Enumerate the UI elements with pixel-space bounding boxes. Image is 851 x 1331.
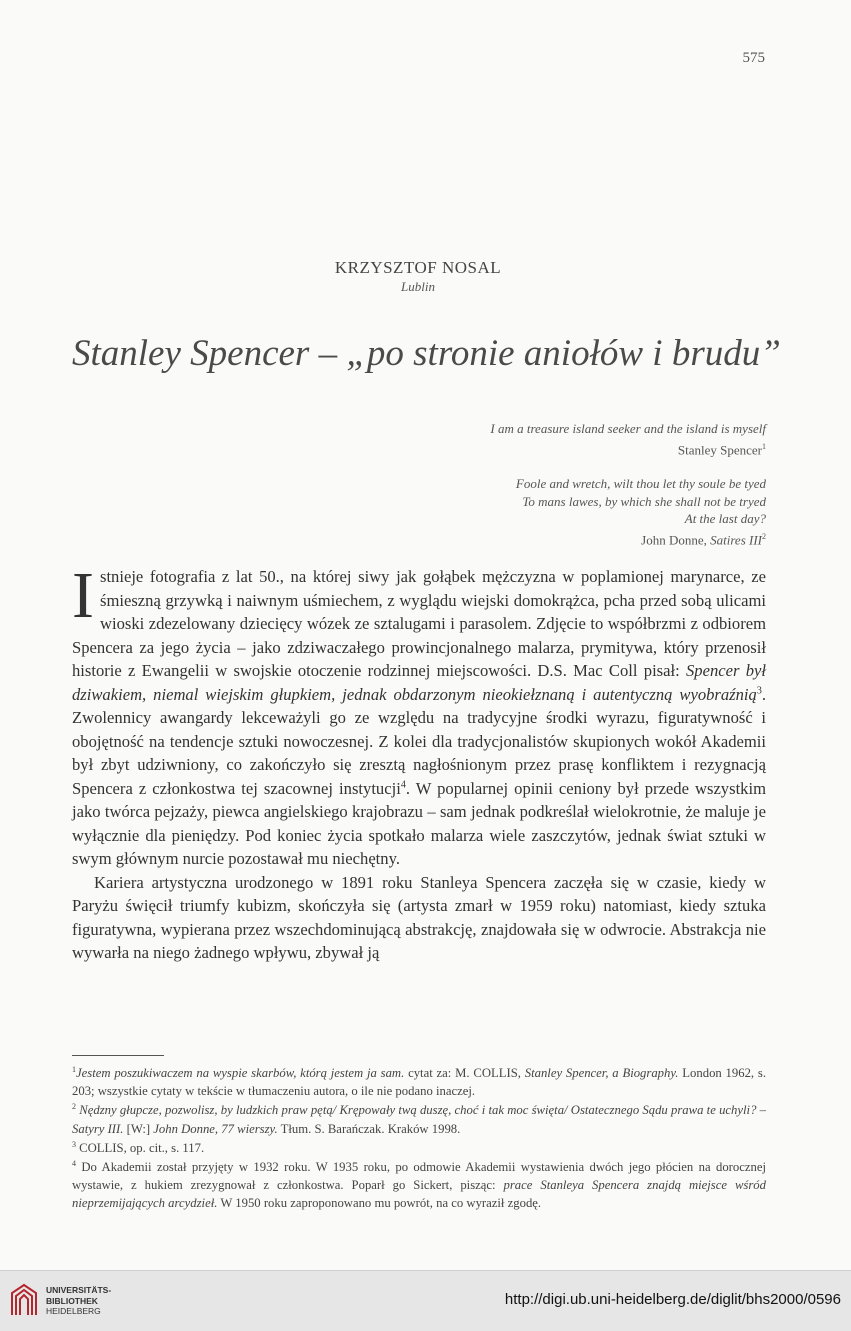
paragraph-text: stnieje fotografia z lat 50., na której siwy jak gołąbek mężczyzna w poplamionej marynarce, ze śmieszną grzywką i naiwnym uśmiechem, z wyglądu wiejski domokrążca, pcha przed sobą ulicami wioski zdezelowany dziecięcy wózek ze sztalugami i parasolem. Zdjęcie to współbrzmi z odbiorem Spencera za jego życia – jako zdziwaczałego prowincjonalnego malarza, prymitywa, który przenosił historie z Ewangelii w swojskie otoczenie rodzinnej miejscowości. D.S. Mac Coll pisał:: [72, 567, 766, 680]
epigraph-line: At the last day?: [684, 511, 766, 526]
footnote-text: London 1962, s. 203; wszystkie cytaty w tekście w tłumaczeniu autora, o ile nie podano inaczej.: [72, 1066, 766, 1099]
footnote-4: [72, 1158, 766, 1213]
logo-line: UNIVERSITÄTS-: [46, 1285, 112, 1295]
logo-line: HEIDELBERG: [46, 1306, 101, 1316]
paragraph-1: [72, 559, 766, 871]
paragraph-text: . Zwolennicy awangardy lekceważyli go ze względu na tradycyjne środki wyrazu, figuratywność i obojętność na tendencje sztuki nowoczesnej. Z kolei dla tradycjonalistów skupionych wokół Akademii był zbyt udziwniony, co zakończyło się zresztą nagłośnionym przez prasę konfliktem i rezygnacją Spencera z członkostwa tej szacownej instytucji: [72, 684, 766, 798]
epigraph-1: [490, 420, 766, 458]
article-title: Stanley Spencer – „po stronie aniołów i brudu”: [72, 333, 781, 374]
epigraph-line: I am a treasure island seeker and the island is myself: [490, 421, 766, 436]
epigraph-attribution: [490, 438, 766, 459]
footnote-text: COLLIS, op. cit., s. 117.: [76, 1140, 205, 1155]
epigraph-line: Foole and wretch, wilt thou let thy soule be tyed: [515, 476, 766, 491]
epigraph-work: Satires III: [710, 531, 762, 547]
article-body: [72, 559, 766, 965]
footnote-1: [72, 1064, 766, 1100]
footnote-ref[interactable]: 1: [762, 441, 766, 451]
footnote-divider: [72, 1055, 164, 1056]
epigraph-attribution: [516, 528, 766, 549]
library-logo[interactable]: [10, 1281, 120, 1321]
footnote-number: 2: [72, 1102, 76, 1112]
footnote-italic: Stanley Spencer, a Biography.: [524, 1066, 679, 1080]
footnote-2: [72, 1101, 766, 1137]
footnote-text: [W:]: [123, 1121, 154, 1136]
drop-cap: I: [72, 559, 94, 632]
footnote-italic: Nędzny głupcze, pozwolisz, by ludzkich praw pętą/ Krępowały twą duszę, choć i tak moc święta/ Ostatecznego Sądu prawa te uchyli? – Satyry III.: [72, 1103, 767, 1136]
footnote-3: [72, 1139, 766, 1157]
library-logo-text: [46, 1285, 111, 1317]
page-number: 575: [742, 50, 765, 66]
footnote-text: cytat za: M. COLLIS,: [404, 1066, 525, 1080]
viewer-footer-bar: [0, 1270, 851, 1331]
footnote-number: 3: [72, 1139, 76, 1149]
author-name: KRZYSZTOF NOSAL: [334, 258, 502, 277]
epigraph-line: To mans lawes, by which she shall not be tryed: [522, 493, 766, 509]
footnote-text: Tłum. S. Barańczak. Kraków 1998.: [277, 1121, 461, 1136]
logo-line: BIBLIOTHEK: [46, 1295, 98, 1306]
library-logo-icon: [10, 1283, 38, 1317]
author-affiliation: Lublin: [401, 279, 435, 294]
footnotes: [72, 1064, 766, 1214]
footnote-ref[interactable]: 4: [400, 778, 406, 790]
footnote-text: Do Akademii został przyjęty w 1932 roku. W 1935 roku, po odmowie Akademii wystawienia dwóch jego płócien na dorocznej wystawie, z hukiem zrezygnował z członkostwa. Poparł go Sickert, pisząc:: [72, 1160, 766, 1193]
epigraph-author: John Donne,: [641, 531, 711, 547]
footnote-ref[interactable]: 3: [756, 684, 762, 696]
footnote-number: 4: [72, 1158, 76, 1168]
epigraph-author: Stanley Spencer: [677, 441, 762, 457]
footnote-italic: prace Stanleya Spencera znajdą miejsce wśród nieprzemijających arcydzieł.: [72, 1178, 766, 1211]
footnote-italic: Jestem poszukiwaczem na wyspie skarbów, którą jestem ja sam.: [76, 1066, 405, 1080]
paragraph-2: Kariera artystyczna urodzonego w 1891 roku Stanleya Spencera zaczęła się w czasie, kiedy w Paryżu święcił triumfy kubizm, skończyła się (artysta zmarł w 1959 roku) natomiast, kiedy sztuka figuratywna, wypierana przez wszechdominującą abstrakcję, znajdowała się w odwrocie. Abstrakcja nie wywarła na niego żadnego wpływu, zbywał ją: [72, 872, 766, 962]
footnote-number: 1: [72, 1064, 76, 1074]
footnote-text: W 1950 roku zaproponowano mu powrót, na co wyraził zgodę.: [217, 1196, 542, 1211]
paragraph-text: . W popularnej opinii ceniony był przede wszystkim jako twórca pejzaży, piewca angielskiego krajobrazu – sam jednak podkreślał wielokrotnie, że maluje je wyłącznie dla pieniędzy. Pod koniec życia spotkało malarza wiele zaszczytów, jednak świat sztuki w swym głównym nurcie pozostawał mu niechętny.: [72, 778, 766, 868]
epigraph-2: [516, 475, 766, 548]
footnote-italic: John Donne, 77 wierszy.: [153, 1121, 278, 1136]
quote-text: Spencer był dziwakiem, niemal wiejskim głupkiem, jednak obdarzonym nieokiełznaną i autentyczną wyobraźnią: [72, 661, 766, 704]
footnote-ref[interactable]: 2: [762, 531, 766, 541]
permalink-url[interactable]: http://digi.ub.uni-heidelberg.de/diglit/bhs2000/0596: [504, 1291, 841, 1308]
